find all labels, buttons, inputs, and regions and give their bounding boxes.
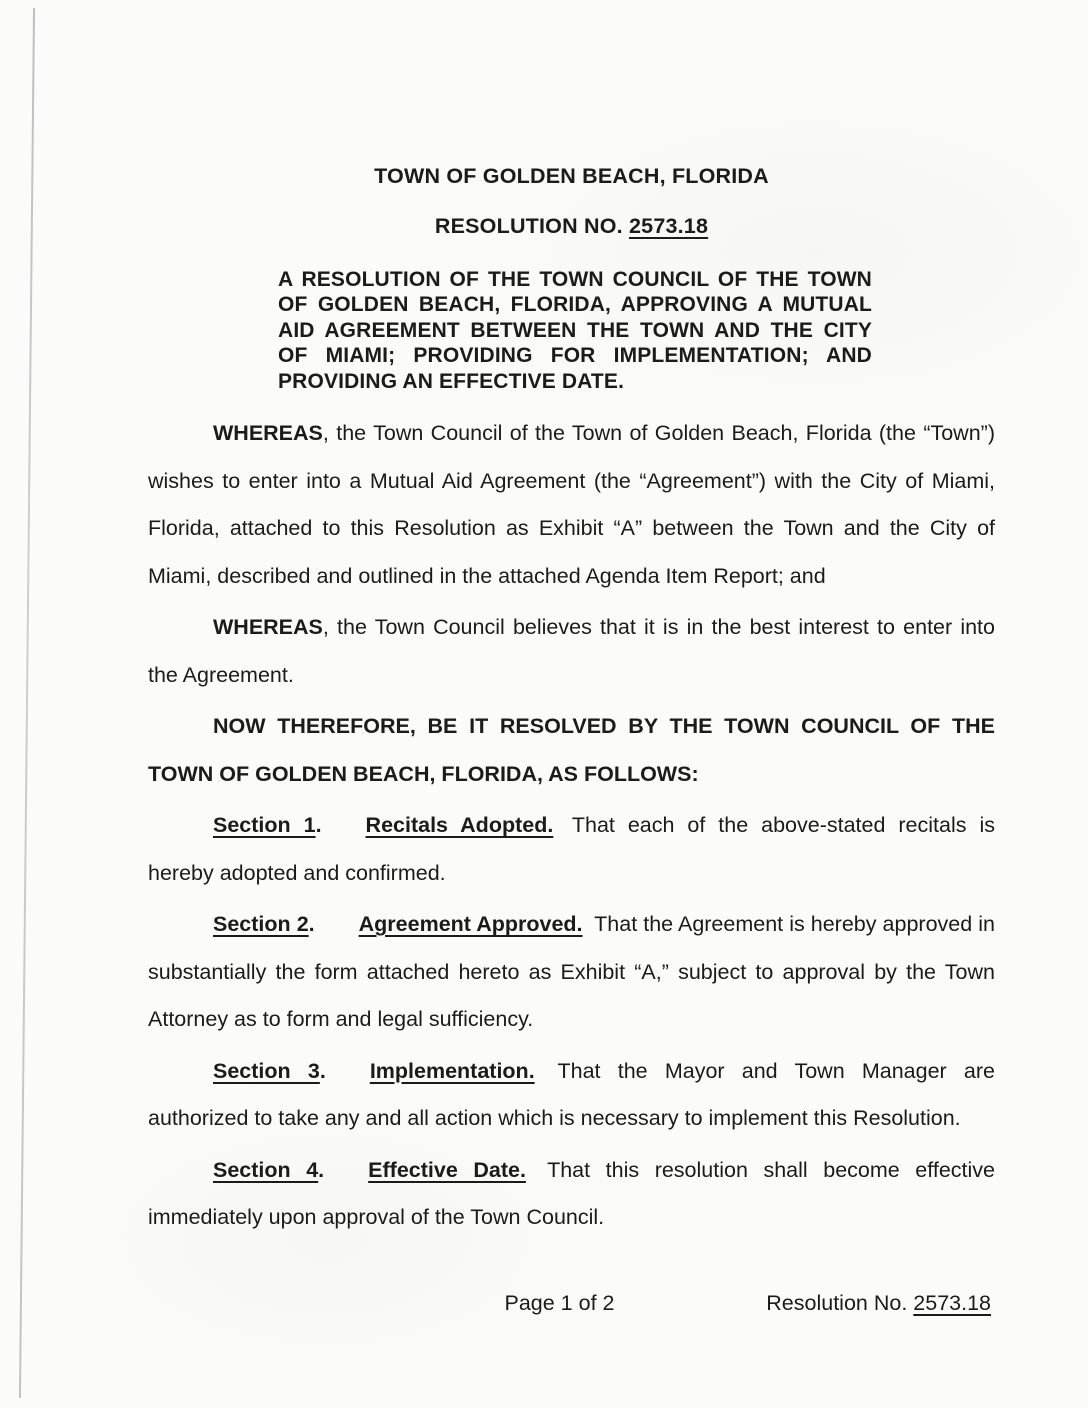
section-heading: Implementation. — [369, 1058, 535, 1083]
section-heading: Recitals Adopted. — [365, 813, 554, 838]
footer-resolution-value: 2573.18 — [913, 1291, 991, 1315]
section-paragraph-3 — [148, 1048, 995, 1143]
paragraph-text: , the Town Council believes that it is in the best interest to enter into the Agreement. — [148, 615, 995, 687]
resolution-number-label: RESOLUTION NO. — [434, 214, 629, 238]
section-heading: Agreement Approved. — [358, 912, 583, 937]
now-therefore-paragraph: NOW THEREFORE, BE IT RESOLVED BY THE TOWN COUNCIL OF THE TOWN OF GOLDEN BEACH, FLORIDA, AS FOLLOWS: — [148, 714, 995, 786]
section-paragraph-2 — [148, 901, 995, 1044]
resolution-number-value: 2573.18 — [629, 214, 709, 238]
section-number: Section 1. — [213, 813, 322, 838]
resolution-clause: A RESOLUTION OF THE TOWN COUNCIL OF THE TOWN OF GOLDEN BEACH, FLORIDA, APPROVING A MUTUAL AID AGREEMENT BETWEEN THE TOWN AND THE CITY OF MIAMI; PROVIDING FOR IMPLEMENTATION; AND PROVIDING AN EFFECTIVE DATE. — [278, 268, 872, 393]
document-content — [148, 0, 995, 1246]
whereas-keyword: WHEREAS — [213, 615, 323, 640]
whereas-paragraph-1 — [148, 410, 995, 600]
footer-page-number: Page 1 of 2 — [504, 1291, 615, 1315]
section-body: That the Agreement is hereby approved in substantially the form attached hereto as Exhibit “A,” subject to approval by the Town Attorney as to form and legal sufficiency. — [148, 912, 995, 1032]
whereas-paragraph-2 — [148, 604, 995, 699]
section-number: Section 4. — [213, 1157, 325, 1182]
section-number: Section 3. — [213, 1058, 326, 1083]
footer-resolution-label: Resolution No. — [766, 1291, 914, 1315]
scan-artifact-line — [19, 8, 35, 1398]
paragraph-text: , the Town Council of the Town of Golden Beach, Florida (the “Town”) wishes to enter into a Mutual Aid Agreement (the “Agreement”) with the City of Miami, Florida, attached to this Resolution as Exhibit “A” between the Town and the City of Miami, described and outlined in the attached Agenda Item Report; and — [148, 421, 995, 588]
section-paragraph-1 — [148, 802, 995, 897]
resolution-number-line — [148, 213, 995, 239]
section-paragraph-4 — [148, 1147, 995, 1242]
section-heading: Effective Date. — [368, 1157, 526, 1182]
section-body: That the Mayor and Town Manager are authorized to take any and all action which is necessary to implement this Resolution. — [148, 1058, 995, 1131]
section-number: Section 2. — [213, 912, 315, 937]
section-body: That each of the above-stated recitals is hereby adopted and confirmed. — [148, 813, 995, 885]
whereas-keyword: WHEREAS — [213, 421, 323, 446]
footer-resolution-number — [766, 1290, 991, 1316]
document-title: TOWN OF GOLDEN BEACH, FLORIDA — [374, 164, 769, 188]
section-body: That this resolution shall become effective immediately upon approval of the Town Council. — [148, 1157, 995, 1230]
